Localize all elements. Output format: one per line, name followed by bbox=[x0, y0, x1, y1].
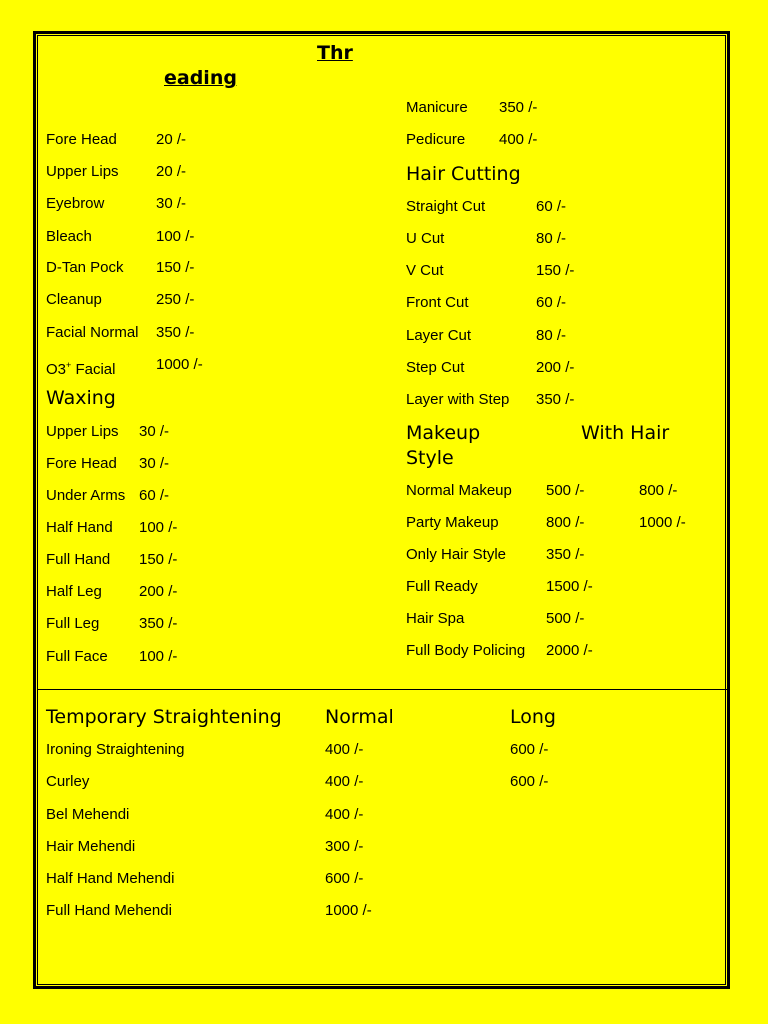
straightening-item-name: Hair Mehendi bbox=[46, 838, 136, 855]
straightening-item-normal: 600 /- bbox=[325, 870, 364, 887]
straightening-item-name: Half Hand Mehendi bbox=[46, 870, 175, 887]
makeup-item-price: 500 /- bbox=[546, 610, 585, 627]
makeup-heading-with-hair: With Hair bbox=[581, 422, 670, 444]
hair-cut-item-price: 60 /- bbox=[536, 198, 567, 215]
waxing-item-price: 30 /- bbox=[139, 423, 170, 440]
straightening-item-normal: 400 /- bbox=[325, 773, 364, 790]
straightening-item-normal: 1000 /- bbox=[325, 902, 372, 919]
nails-item-name: Manicure bbox=[406, 99, 468, 116]
waxing-heading: Waxing bbox=[46, 387, 116, 409]
waxing-item-price: 30 /- bbox=[139, 455, 170, 472]
waxing-item-name: Full Hand bbox=[46, 551, 111, 568]
nails-item-price: 400 /- bbox=[499, 131, 538, 148]
threading-item-price: 1000 /- bbox=[156, 356, 203, 373]
straightening-item-long: 600 /- bbox=[510, 773, 549, 790]
straightening-heading: Temporary Straightening bbox=[46, 706, 282, 728]
makeup-item-name: Only Hair Style bbox=[406, 546, 507, 563]
waxing-item-price: 100 /- bbox=[139, 519, 178, 536]
threading-item-name: Eyebrow bbox=[46, 195, 105, 212]
waxing-item-name: Fore Head bbox=[46, 455, 117, 472]
waxing-item-price: 60 /- bbox=[139, 487, 170, 504]
threading-item-name: Facial Normal bbox=[46, 324, 139, 341]
threading-item-price: 20 /- bbox=[156, 131, 187, 148]
makeup-item-price: 350 /- bbox=[546, 546, 585, 563]
makeup-heading-style: Style bbox=[406, 447, 454, 469]
waxing-item-name: Half Hand bbox=[46, 519, 113, 536]
makeup-item-price: 1500 /- bbox=[546, 578, 593, 595]
nails-item-name: Pedicure bbox=[406, 131, 466, 148]
waxing-item-name: Full Leg bbox=[46, 615, 100, 632]
makeup-item-price: 500 /- bbox=[546, 482, 585, 499]
straightening-item-name: Bel Mehendi bbox=[46, 806, 130, 823]
straightening-item-name: Curley bbox=[46, 773, 90, 790]
hair-cut-item-price: 80 /- bbox=[536, 230, 567, 247]
straightening-col-normal: Normal bbox=[325, 706, 394, 728]
straightening-item-normal: 400 /- bbox=[325, 806, 364, 823]
hair-cut-item-name: Layer with Step bbox=[406, 391, 510, 408]
threading-item-price: 100 /- bbox=[156, 228, 195, 245]
straightening-col-long: Long bbox=[510, 706, 556, 728]
makeup-item-name: Hair Spa bbox=[406, 610, 465, 627]
section-divider bbox=[37, 689, 730, 690]
straightening-item-name: Full Hand Mehendi bbox=[46, 902, 172, 919]
makeup-item-name: Full Ready bbox=[406, 578, 478, 595]
makeup-heading: Makeup bbox=[406, 422, 481, 444]
hair-cut-item-price: 350 /- bbox=[536, 391, 575, 408]
waxing-item-price: 150 /- bbox=[139, 551, 178, 568]
threading-item-name: Cleanup bbox=[46, 291, 102, 308]
makeup-item-price: 800 /- bbox=[546, 514, 585, 531]
hair-cut-item-name: Straight Cut bbox=[406, 198, 486, 215]
waxing-item-name: Full Face bbox=[46, 648, 108, 665]
waxing-item-name: Half Leg bbox=[46, 583, 102, 600]
threading-item-name: O3+ Facial bbox=[46, 360, 116, 378]
threading-item-price: 250 /- bbox=[156, 291, 195, 308]
makeup-item-price-with-hair: 1000 /- bbox=[639, 514, 686, 531]
makeup-item-price-with-hair: 800 /- bbox=[639, 482, 678, 499]
makeup-item-price: 2000 /- bbox=[546, 642, 593, 659]
hair-cut-item-price: 80 /- bbox=[536, 327, 567, 344]
hair-cut-item-price: 150 /- bbox=[536, 262, 575, 279]
straightening-item-normal: 400 /- bbox=[325, 741, 364, 758]
waxing-item-name: Under Arms bbox=[46, 487, 126, 504]
threading-title-part2: eading bbox=[164, 67, 237, 89]
straightening-item-normal: 300 /- bbox=[325, 838, 364, 855]
threading-title-part1: Thr bbox=[317, 42, 353, 64]
threading-item-price: 150 /- bbox=[156, 259, 195, 276]
page-border bbox=[33, 31, 730, 989]
waxing-item-name: Upper Lips bbox=[46, 423, 119, 440]
hair-cut-item-name: Front Cut bbox=[406, 294, 469, 311]
threading-item-name: Upper Lips bbox=[46, 163, 119, 180]
threading-item-name: D-Tan Pock bbox=[46, 259, 124, 276]
hair-cut-item-price: 200 /- bbox=[536, 359, 575, 376]
makeup-item-name: Full Body Policing bbox=[406, 642, 526, 659]
straightening-item-long: 600 /- bbox=[510, 741, 549, 758]
waxing-item-price: 350 /- bbox=[139, 615, 178, 632]
makeup-item-name: Normal Makeup bbox=[406, 482, 512, 499]
makeup-item-name: Party Makeup bbox=[406, 514, 499, 531]
threading-item-price: 30 /- bbox=[156, 195, 187, 212]
waxing-item-price: 100 /- bbox=[139, 648, 178, 665]
hair-cutting-heading: Hair Cutting bbox=[406, 163, 521, 185]
hair-cut-item-price: 60 /- bbox=[536, 294, 567, 311]
hair-cut-item-name: U Cut bbox=[406, 230, 445, 247]
hair-cut-item-name: V Cut bbox=[406, 262, 444, 279]
straightening-item-name: Ironing Straightening bbox=[46, 741, 185, 758]
threading-item-name: Bleach bbox=[46, 228, 92, 245]
waxing-item-price: 200 /- bbox=[139, 583, 178, 600]
hair-cut-item-name: Step Cut bbox=[406, 359, 465, 376]
threading-item-price: 20 /- bbox=[156, 163, 187, 180]
nails-item-price: 350 /- bbox=[499, 99, 538, 116]
threading-item-price: 350 /- bbox=[156, 324, 195, 341]
hair-cut-item-name: Layer Cut bbox=[406, 327, 472, 344]
threading-item-name: Fore Head bbox=[46, 131, 117, 148]
